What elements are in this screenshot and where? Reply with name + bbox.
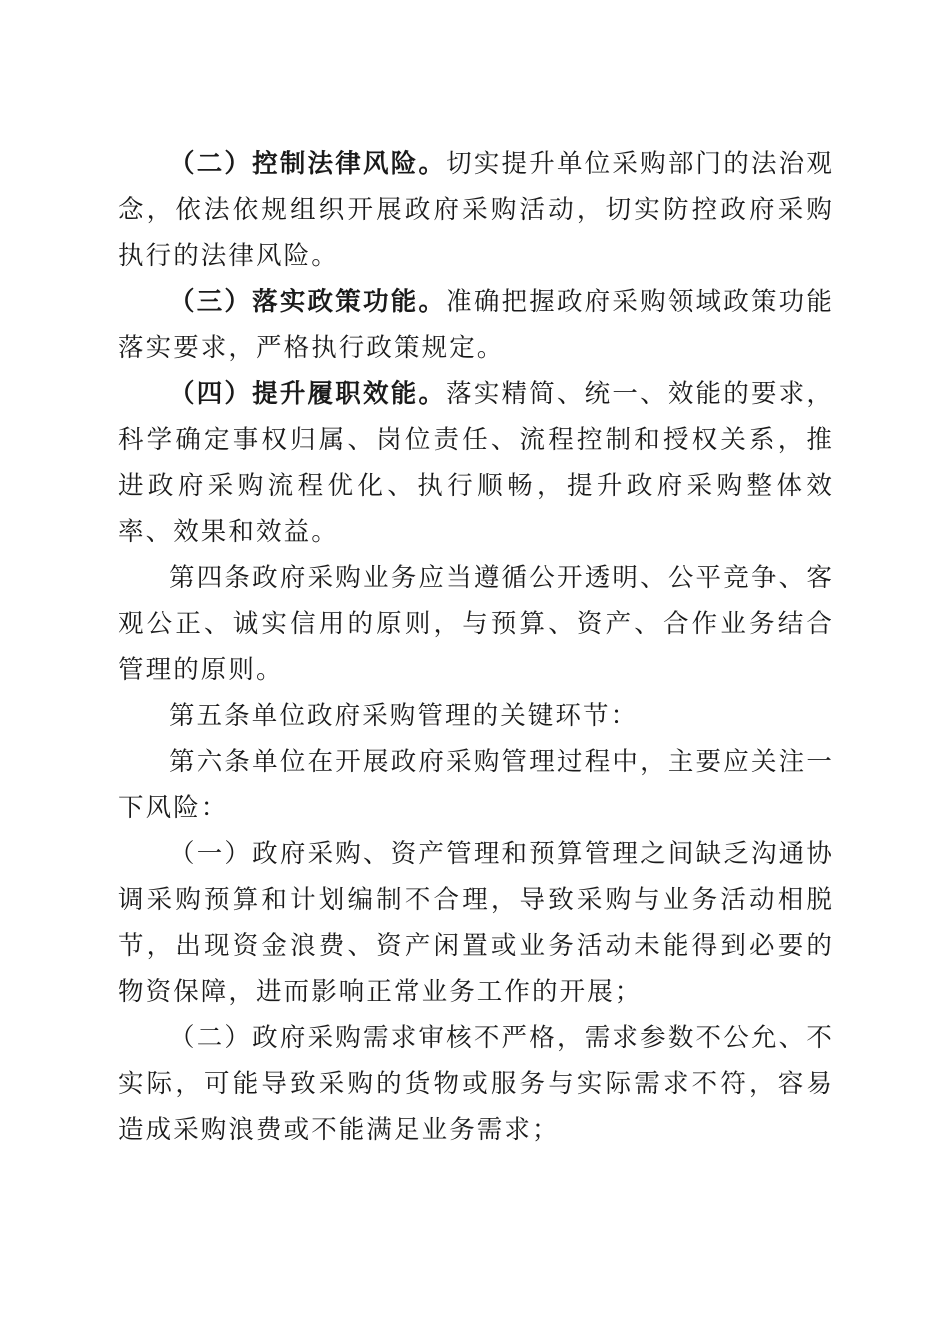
- paragraph-heading: （二）控制法律风险。: [169, 149, 447, 179]
- paragraph-text: （一）政府采购、资产管理和预算管理之间缺乏沟通协调采购预算和计划编制不合理，导致采购与业务活动相脱节，出现资金浪费、资产闲置或业务活动未能得到必要的物资保障，进而影响正常业务工作的开展；: [118, 839, 834, 1007]
- paragraph-heading: （四）提升履职效能。: [169, 379, 447, 409]
- paragraph-article-5: [118, 693, 834, 739]
- paragraph-heading: （三）落实政策功能。: [169, 287, 447, 317]
- paragraph-risk-1: [118, 831, 834, 1015]
- paragraph-article-6: [118, 739, 834, 831]
- paragraph-implement-policy: [118, 279, 834, 371]
- paragraph-text: 落实精简、统一、效能的要求，科学确定事权归属、岗位责任、流程控制和授权关系，推进政府采购流程优化、执行顺畅，提升政府采购整体效率、效果和效益。: [118, 379, 834, 547]
- paragraph-control-legal-risk: [118, 141, 834, 279]
- paragraph-improve-efficiency: [118, 371, 834, 555]
- paragraph-risk-2: [118, 1015, 834, 1153]
- paragraph-text: 切实提升单位采购部门的法治观念，依法依规组织开展政府采购活动，切实防控政府采购执行的法律风险。: [118, 149, 834, 271]
- paragraph-article-4: [118, 555, 834, 693]
- paragraph-text: 第六条单位在开展政府采购管理过程中，主要应关注一下风险：: [118, 747, 834, 823]
- paragraph-text: （二）政府采购需求审核不严格，需求参数不公允、不实际，可能导致采购的货物或服务与实际需求不符，容易造成采购浪费或不能满足业务需求；: [118, 1023, 834, 1145]
- paragraph-text: 第四条政府采购业务应当遵循公开透明、公平竞争、客观公正、诚实信用的原则，与预算、资产、合作业务结合管理的原则。: [118, 563, 834, 685]
- paragraph-text: 第五条单位政府采购管理的关键环节：: [169, 701, 639, 731]
- paragraph-text: 准确把握政府采购领域政策功能落实要求，严格执行政策规定。: [118, 287, 834, 363]
- document-body: [118, 141, 834, 1153]
